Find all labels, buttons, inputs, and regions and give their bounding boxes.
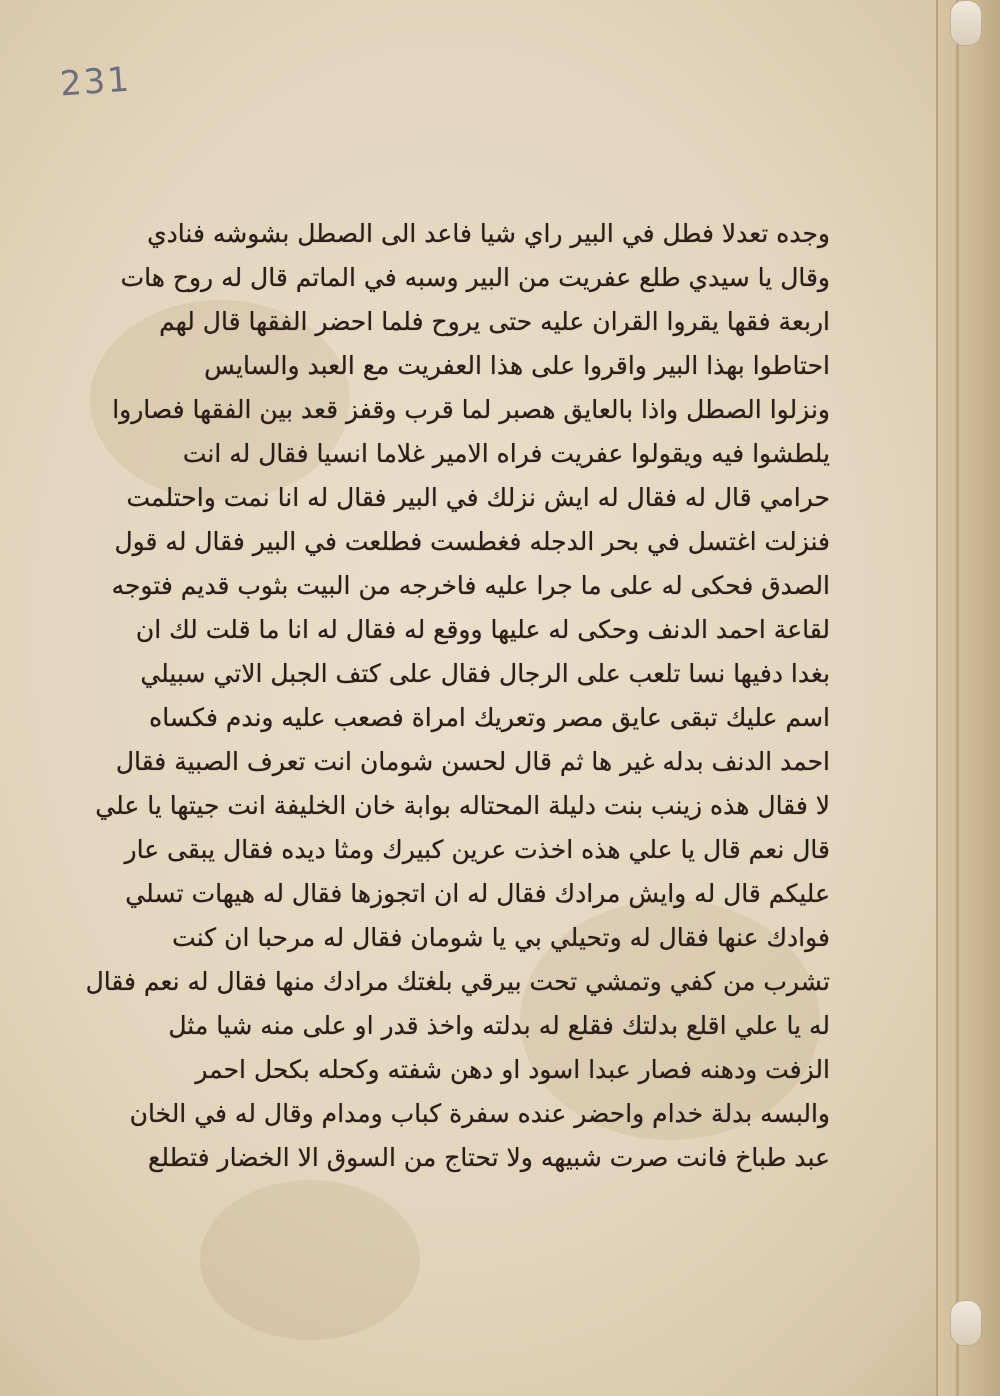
binding-clip-bottom: [950, 1300, 982, 1346]
text-line: تشرب من كفي وتمشي تحت بيرقي بلغتك مرادك منها فقال له نعم فقال: [85, 967, 830, 996]
text-line: الصدق فحكى له على ما جرا عليه فاخرجه من البيت بثوب قديم فتوجه: [111, 571, 830, 600]
text-line: اسم عليك تبقى عايق مصر وتعريك امراة فصعب عليه وندم فكساه: [149, 703, 830, 732]
text-line: احتاطوا بهذا البير واقروا على هذا العفريت مع العبد والسايس: [204, 351, 830, 380]
text-line: عبد طباخ فانت صرت شبيهه ولا تحتاج من السوق الا الخضار فتطلع: [148, 1143, 830, 1172]
manuscript-text: [85, 212, 830, 1180]
text-line: الزفت ودهنه فصار عبدا اسود او دهن شفته وكحله بكحل احمر: [195, 1055, 830, 1084]
text-line: بغدا دفيها نسا تلعب على الرجال فقال على كتف الجبل الاتي سبيلي: [140, 659, 830, 688]
text-line: يلطشوا فيه ويقولوا عفريت فراه الامير غلاما انسيا فقال له انت: [182, 439, 830, 468]
paper-stain: [200, 1180, 420, 1340]
page-edge: [936, 0, 1000, 1396]
text-line: والبسه بدلة خدام واحضر عنده سفرة كباب ومدام وقال له في الخان: [129, 1099, 830, 1128]
text-line: لا فقال هذه زينب بنت دليلة المحتاله بوابة خان الخليفة انت جيتها يا علي: [95, 791, 830, 820]
text-line: لقاعة احمد الدنف وحكى له عليها ووقع له فقال له انا ما قلت لك ان: [135, 615, 830, 644]
text-line: له يا علي اقلع بدلتك فقلع له بدلته واخذ قدر او على منه شيا مثل: [168, 1011, 830, 1040]
binding-clip-top: [950, 0, 982, 46]
text-line: احمد الدنف بدله غير ها ثم قال لحسن شومان انت تعرف الصبية فقال: [115, 747, 830, 776]
text-line: وقال يا سيدي طلع عفريت من البير وسبه في الماتم قال له روح هات: [120, 263, 830, 292]
text-line: قال نعم قال يا علي هذه اخذت عرين كبيرك ومثا ديده فقال يبقى عار: [124, 835, 830, 864]
page-fold: [956, 0, 959, 1396]
text-line: فوادك عنها فقال له وتحيلي بي يا شومان فقال له مرحبا ان كنت: [172, 923, 830, 952]
text-line: وجده تعدلا فطل في البير راي شيا فاعد الى الصطل بشوشه فنادي: [147, 219, 830, 248]
text-line: اربعة فقها يقروا القران عليه حتى يروح فلما احضر الفقها قال لهم: [159, 307, 830, 336]
text-line: حرامي قال له فقال له ايش نزلك في البير فقال له انا نمت واحتلمت: [126, 483, 830, 512]
text-line: فنزلت اغتسل في بحر الدجله فغطست فطلعت في البير فقال له قول: [114, 527, 830, 556]
folio-number: 231: [58, 59, 133, 105]
text-line: عليكم قال له وايش مرادك فقال له ان اتجوزها فقال له هيهات تسلي: [125, 879, 830, 908]
text-line: ونزلوا الصطل واذا بالعايق هصبر لما قرب وقفز قعد بين الفقها فصاروا: [112, 395, 830, 424]
